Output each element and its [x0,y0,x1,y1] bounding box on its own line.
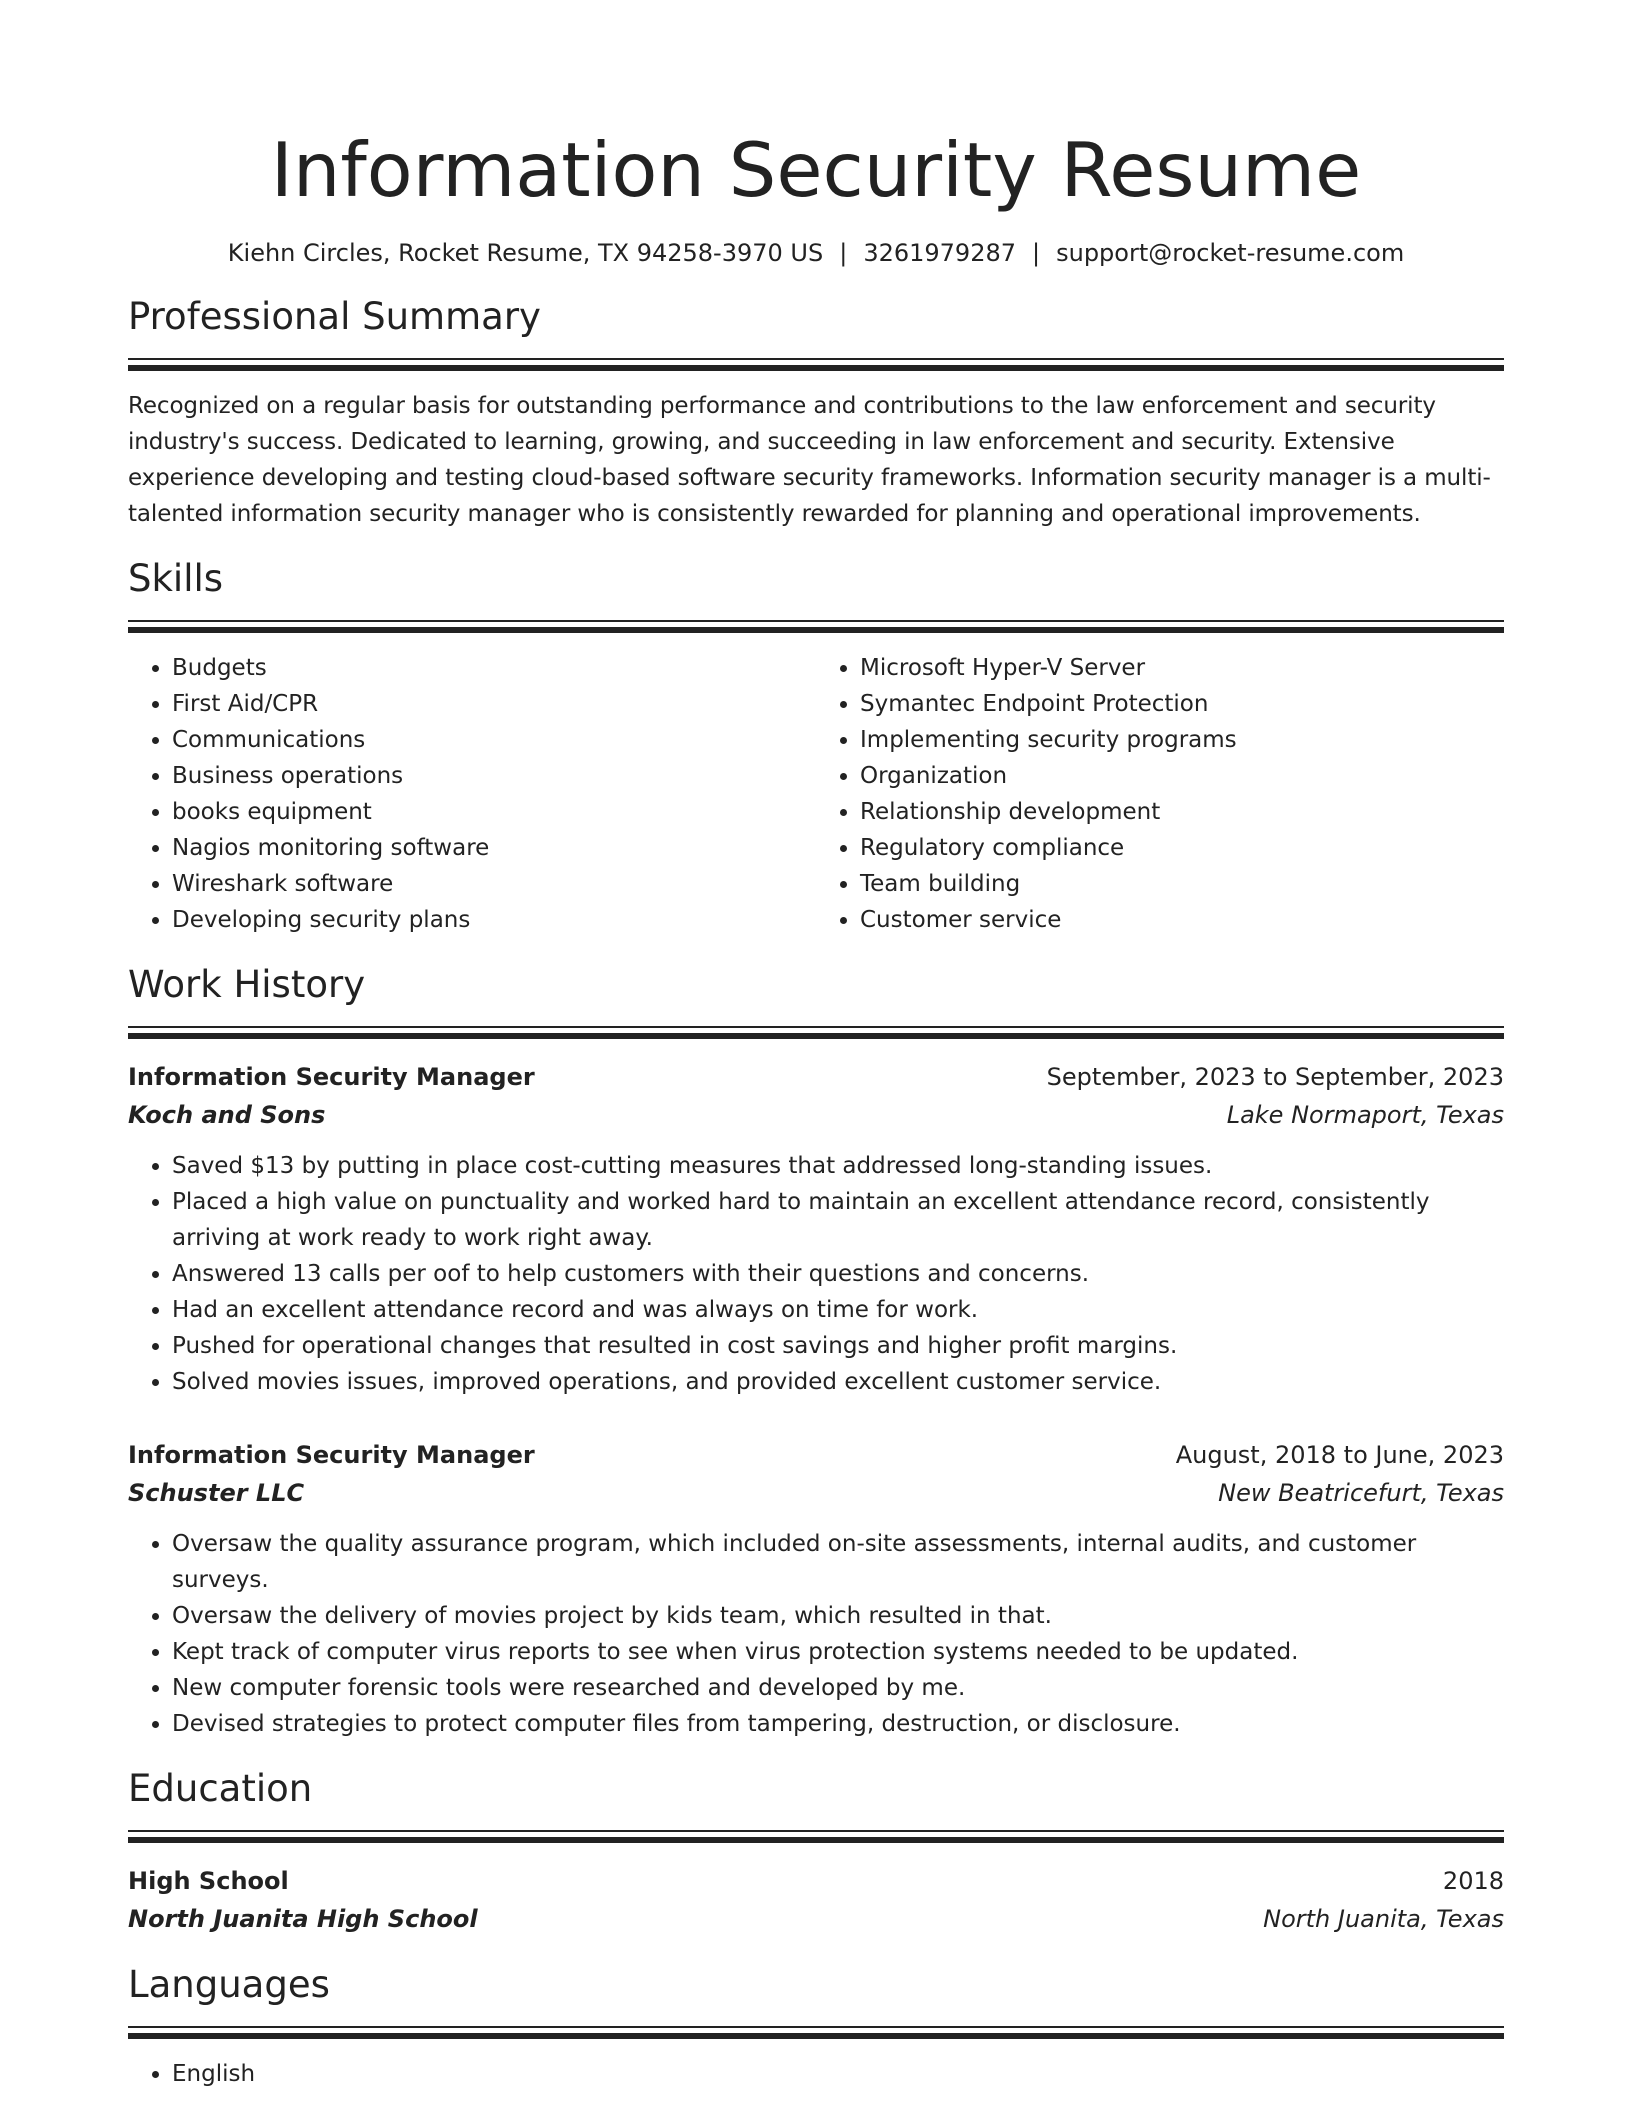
skill-item: • Organization [860,758,1504,794]
job-entry [128,1436,1504,1742]
education-location: North Juanita, Texas [1263,1905,1504,1933]
skill-item: • Developing security plans [172,902,816,938]
section-divider [128,620,1504,634]
job-dates: September, 2023 to September, 2023 [1046,1063,1504,1091]
skill-item: • Team building [860,866,1504,902]
education-year: 2018 [1442,1867,1504,1895]
job-header-row [128,1436,1504,1474]
education-section [128,1764,1504,1938]
skills-section [128,554,1504,938]
job-bullet: • Pushed for operational changes that resulted in cost savings and higher profit margins. [172,1328,1504,1364]
job-bullet: • Placed a high value on punctuality and worked hard to maintain an excellent attendance record, consistently arriving at work ready to work right away. [172,1184,1504,1256]
job-header-row [128,1058,1504,1096]
contact-email: support@rocket-resume.com [1056,239,1405,267]
skill-item: • Implementing security programs [860,722,1504,758]
job-bullet: • Oversaw the delivery of movies project by kids team, which resulted in that. [172,1598,1504,1634]
section-heading: Professional Summary [128,295,541,338]
language-item: • English [172,2056,1504,2092]
resume-title: Information Security Resume [270,126,1362,214]
job-dates: August, 2018 to June, 2023 [1175,1441,1504,1469]
contact-phone: 3261979287 [863,239,1017,267]
section-heading: Languages [128,1963,330,2006]
education-school-row [128,1900,1504,1938]
contact-separator: | [1032,239,1041,267]
job-bullet: • New computer forensic tools were researched and developed by me. [172,1670,1504,1706]
skill-item: • Customer service [860,902,1504,938]
job-location: Lake Normaport, Texas [1226,1101,1504,1129]
job-bullet: • Solved movies issues, improved operations, and provided excellent customer service. [172,1364,1504,1400]
job-bullet: • Had an excellent attendance record and was always on time for work. [172,1292,1504,1328]
summary-section [128,292,1504,532]
skill-item: • Business operations [172,758,816,794]
job-bullets [128,1148,1504,1400]
contact-separator: | [839,239,848,267]
languages-list [128,2056,1504,2092]
job-bullet: • Oversaw the quality assurance program, which included on-site assessments, internal audits, and customer surveys. [172,1526,1504,1598]
skill-item: • Relationship development [860,794,1504,830]
skill-item: • books equipment [172,794,816,830]
job-location: New Beatricefurt, Texas [1218,1479,1504,1507]
skill-item: • Symantec Endpoint Protection [860,686,1504,722]
education-entry [128,1862,1504,1938]
skill-item: • Nagios monitoring software [172,830,816,866]
education-degree: High School [128,1867,289,1895]
section-heading: Education [128,1767,313,1810]
job-company-row [128,1096,1504,1134]
job-bullet: • Saved $13 by putting in place cost-cutting measures that addressed long-standing issues. [172,1148,1504,1184]
job-title: Information Security Manager [128,1441,535,1469]
resume-page [128,0,1504,2092]
job-company-row [128,1474,1504,1512]
section-divider [128,1830,1504,1844]
skills-columns [128,650,1504,938]
section-heading: Work History [128,963,366,1006]
contact-address: Kiehn Circles, Rocket Resume, TX 94258-3970 US [227,239,824,267]
skill-item: • First Aid/CPR [172,686,816,722]
languages-section [128,1960,1504,2092]
summary-text: Recognized on a regular basis for outstanding performance and contributions to the law enforcement and security industry's success. Dedicated to learning, growing, and succeeding in law enforcement and security. Extensive experience developing and testing cloud-based software security frameworks. Information security manager is a multi-talented information security manager who is consistently rewarded for planning and operational improvements. [128,393,1491,527]
work-history-section [128,960,1504,1742]
skills-list-left [128,650,816,938]
section-divider [128,2026,1504,2040]
skills-list-right [816,650,1504,938]
job-bullet: • Answered 13 calls per oof to help customers with their questions and concerns. [172,1256,1504,1292]
job-entry [128,1058,1504,1400]
section-heading: Skills [128,557,224,600]
job-title: Information Security Manager [128,1063,535,1091]
skill-item: • Regulatory compliance [860,830,1504,866]
job-bullets [128,1526,1504,1742]
contact-line [128,236,1504,270]
job-company: Schuster LLC [128,1479,305,1507]
skill-item: • Microsoft Hyper-V Server [860,650,1504,686]
section-divider [128,358,1504,372]
job-bullet: • Devised strategies to protect computer files from tampering, destruction, or disclosure. [172,1706,1504,1742]
education-school: North Juanita High School [128,1905,478,1933]
skill-item: • Wireshark software [172,866,816,902]
job-bullet: • Kept track of computer virus reports to see when virus protection systems needed to be updated. [172,1634,1504,1670]
section-divider [128,1026,1504,1040]
job-company: Koch and Sons [128,1101,326,1129]
skill-item: • Communications [172,722,816,758]
education-header-row [128,1862,1504,1900]
skill-item: • Budgets [172,650,816,686]
